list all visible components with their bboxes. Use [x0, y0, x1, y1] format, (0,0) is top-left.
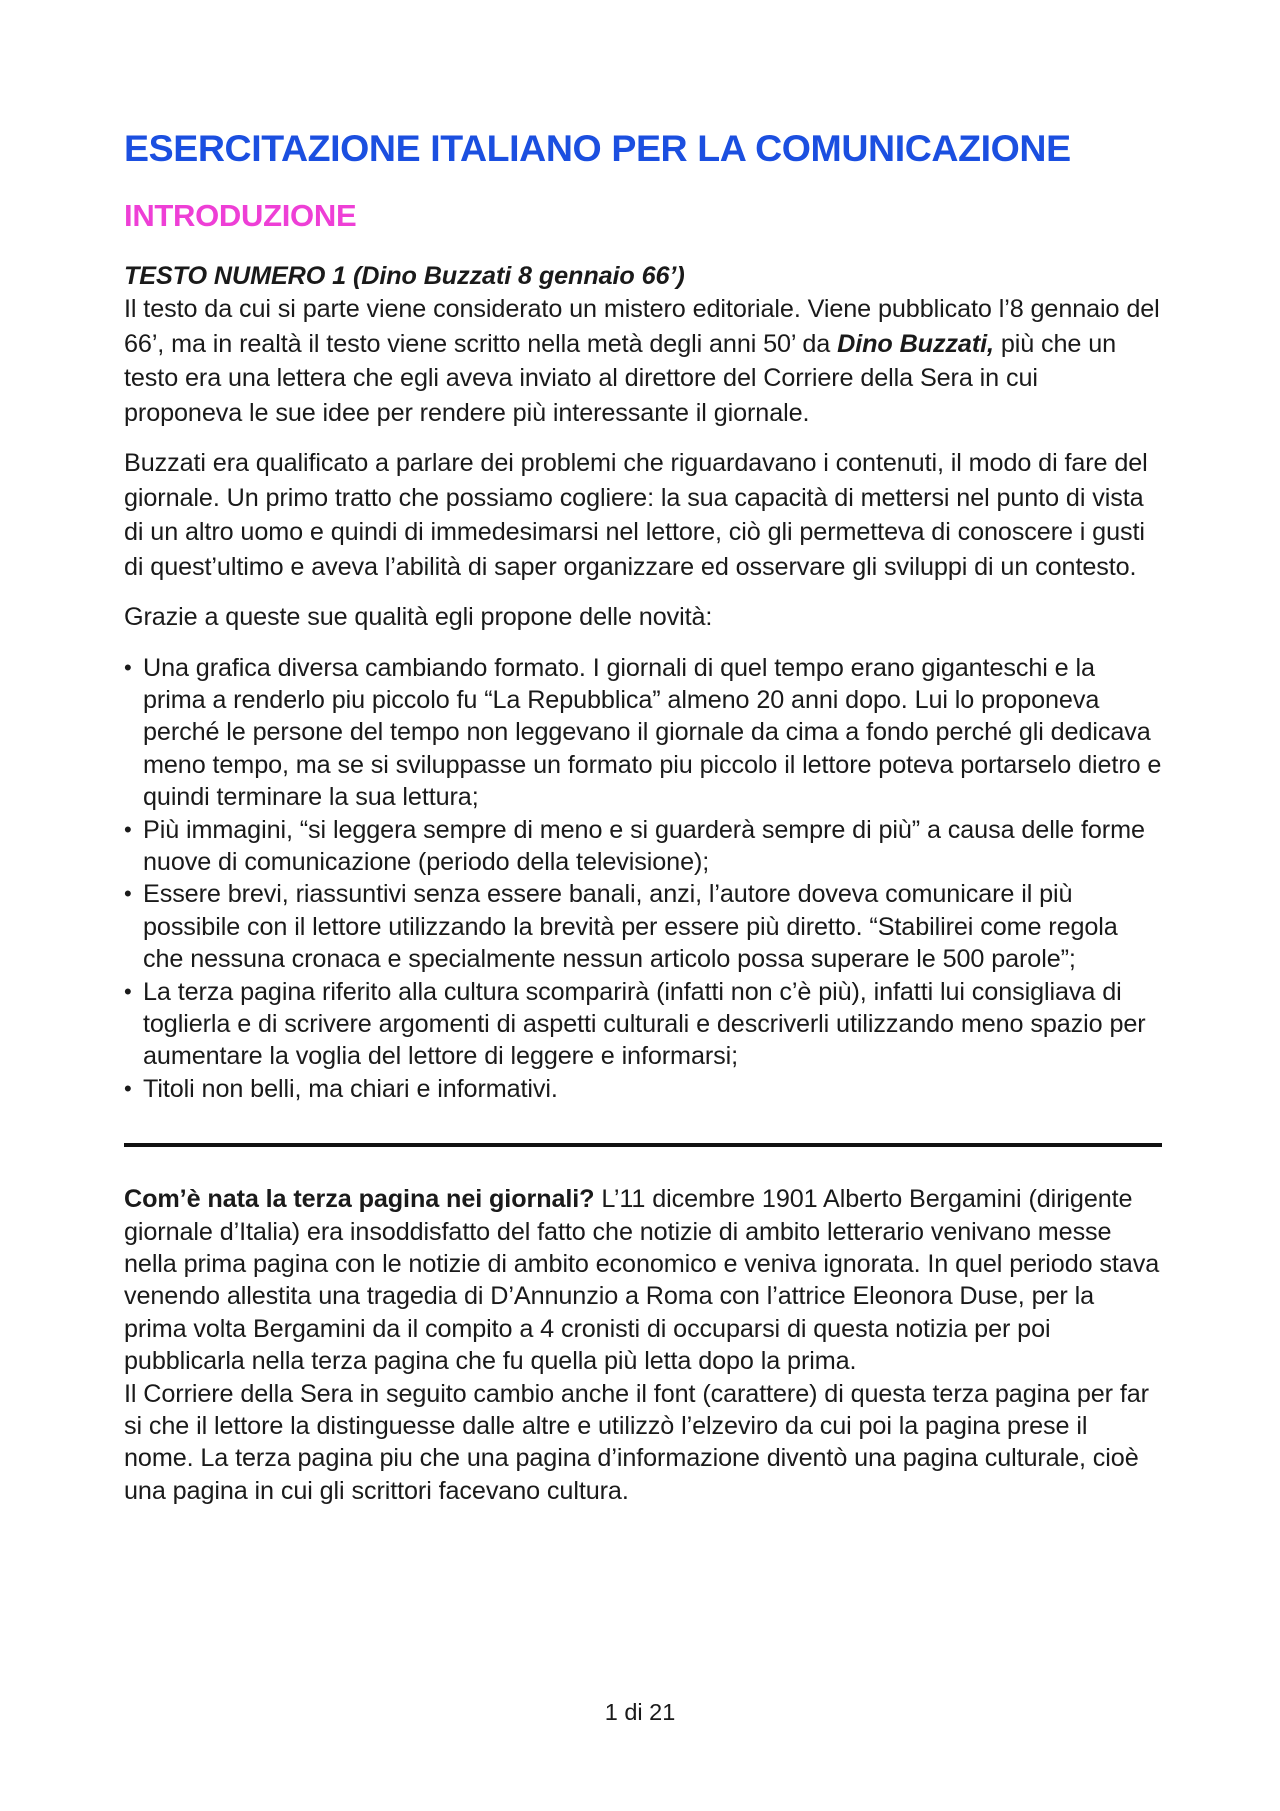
- paragraph-corriere: Il Corriere della Sera in seguito cambio anche il font (carattere) di questa terza pagina per far si che il lettore la distinguesse dalle altre e utilizzò l’elzeviro da cui poi la pagina prese il nome. La terza pagina piu che una pagina d’informazione diventò una pagina culturale, cioè una pagina in cui gli scrittori facevano cultura.: [124, 1379, 1149, 1505]
- bullet: •: [124, 1075, 132, 1101]
- list-item: [124, 976, 1162, 1073]
- paragraph-intro: [124, 292, 1162, 430]
- list-item: [124, 1073, 1162, 1105]
- paragraph-intro-text: Il testo da cui si parte viene considerato un mistero editoriale. Viene pubblicato l’8 gennaio del 66’, ma in realtà il testo viene scritto nella metà degli anni 50’ da: [124, 295, 1160, 358]
- subheading: TESTO NUMERO 1 (Dino Buzzati 8 gennaio 66’): [124, 262, 685, 290]
- bullet: •: [124, 978, 132, 1004]
- list-item: [124, 878, 1162, 975]
- novelties-list: [124, 652, 1162, 1106]
- bullet: •: [124, 881, 132, 907]
- horizontal-rule: [124, 1143, 1162, 1147]
- bullet: •: [124, 654, 132, 680]
- list-item: [124, 652, 1162, 814]
- author-name: Dino Buzzati,: [837, 329, 994, 358]
- bullet: •: [124, 816, 132, 842]
- paragraph-novelties: Grazie a queste sue qualità egli propone delle novità:: [124, 603, 713, 631]
- list-item-text: La terza pagina riferito alla cultura scomparirà (infatti non c’è più), infatti lui consigliava di toglierla e di scrivere argomenti di aspetti culturali e descriverli utilizzando meno spazio per aumentare la voglia del lettore di leggere e informarsi;: [143, 977, 1146, 1071]
- section-heading: INTRODUZIONE: [124, 198, 357, 233]
- list-item-text: Più immagini, “si leggera sempre di meno e si guarderà sempre di più” a causa delle forme nuove di comunicazione (periodo della televisione);: [143, 815, 1145, 876]
- question-text: Com’è nata la terza pagina nei giornali?: [124, 1185, 595, 1214]
- page-number: 1 di 21: [604, 1699, 676, 1725]
- paragraph-intro-text-end: più che un testo era una lettera che egli aveva inviato al direttore del Corriere della Sera in cui proponeva le sue idee per rendere più interessante il giornale.: [124, 329, 1117, 427]
- paragraph-terza-pagina: [124, 1183, 1162, 1377]
- answer-text: L’11 dicembre 1901 Alberto Bergamini (dirigente giornale d’Italia) era insoddisfatto del fatto che notizie di ambito letterario venivano messe nella prima pagina con le notizie di ambito economico e veniva ignorata. In quel periodo stava venendo allestita una tragedia di D’Annunzio a Roma con l’attrice Eleonora Duse, per la prima volta Bergamini da il compito a 4 cronisti di occuparsi di questa notizia per poi pubblicarla nella terza pagina che fu quella più letta dopo la prima.: [124, 1185, 1160, 1376]
- list-item: [124, 814, 1162, 879]
- list-item-text: Una grafica diversa cambiando formato. I giornali di quel tempo erano giganteschi e la prima a renderlo piu piccolo fu “La Repubblica” almeno 20 anni dopo. Lui lo proponeva perché le persone del tempo non leggevano il giornale da cima a fondo perché gli dedicava meno tempo, ma se si sviluppasse un formato piu piccolo il lettore poteva portarselo dietro e quindi terminare la sua lettura;: [143, 653, 1162, 812]
- list-item-text: Essere brevi, riassuntivi senza essere banali, anzi, l’autore doveva comunicare il più possibile con il lettore utilizzando la brevità per essere più diretto. “Stabilirei come regola che nessuna cronaca e specialmente nessun articolo possa superare le 500 parole”;: [143, 880, 1118, 974]
- paragraph-qualities: Buzzati era qualificato a parlare dei problemi che riguardavano i contenuti, il modo di fare del giornale. Un primo tratto che possiamo cogliere: la sua capacità di mettersi nel punto di vista di un altro uomo e quindi di immedesimarsi nel lettore, ciò gli permetteva di conoscere i gusti di quest’ultimo e aveva l’abilità di saper organizzare ed osservare gli sviluppi di un contesto.: [124, 449, 1148, 581]
- list-item-text: Titoli non belli, ma chiari e informativi.: [143, 1074, 558, 1103]
- document-title: ESERCITAZIONE ITALIANO PER LA COMUNICAZIONE: [124, 127, 1071, 169]
